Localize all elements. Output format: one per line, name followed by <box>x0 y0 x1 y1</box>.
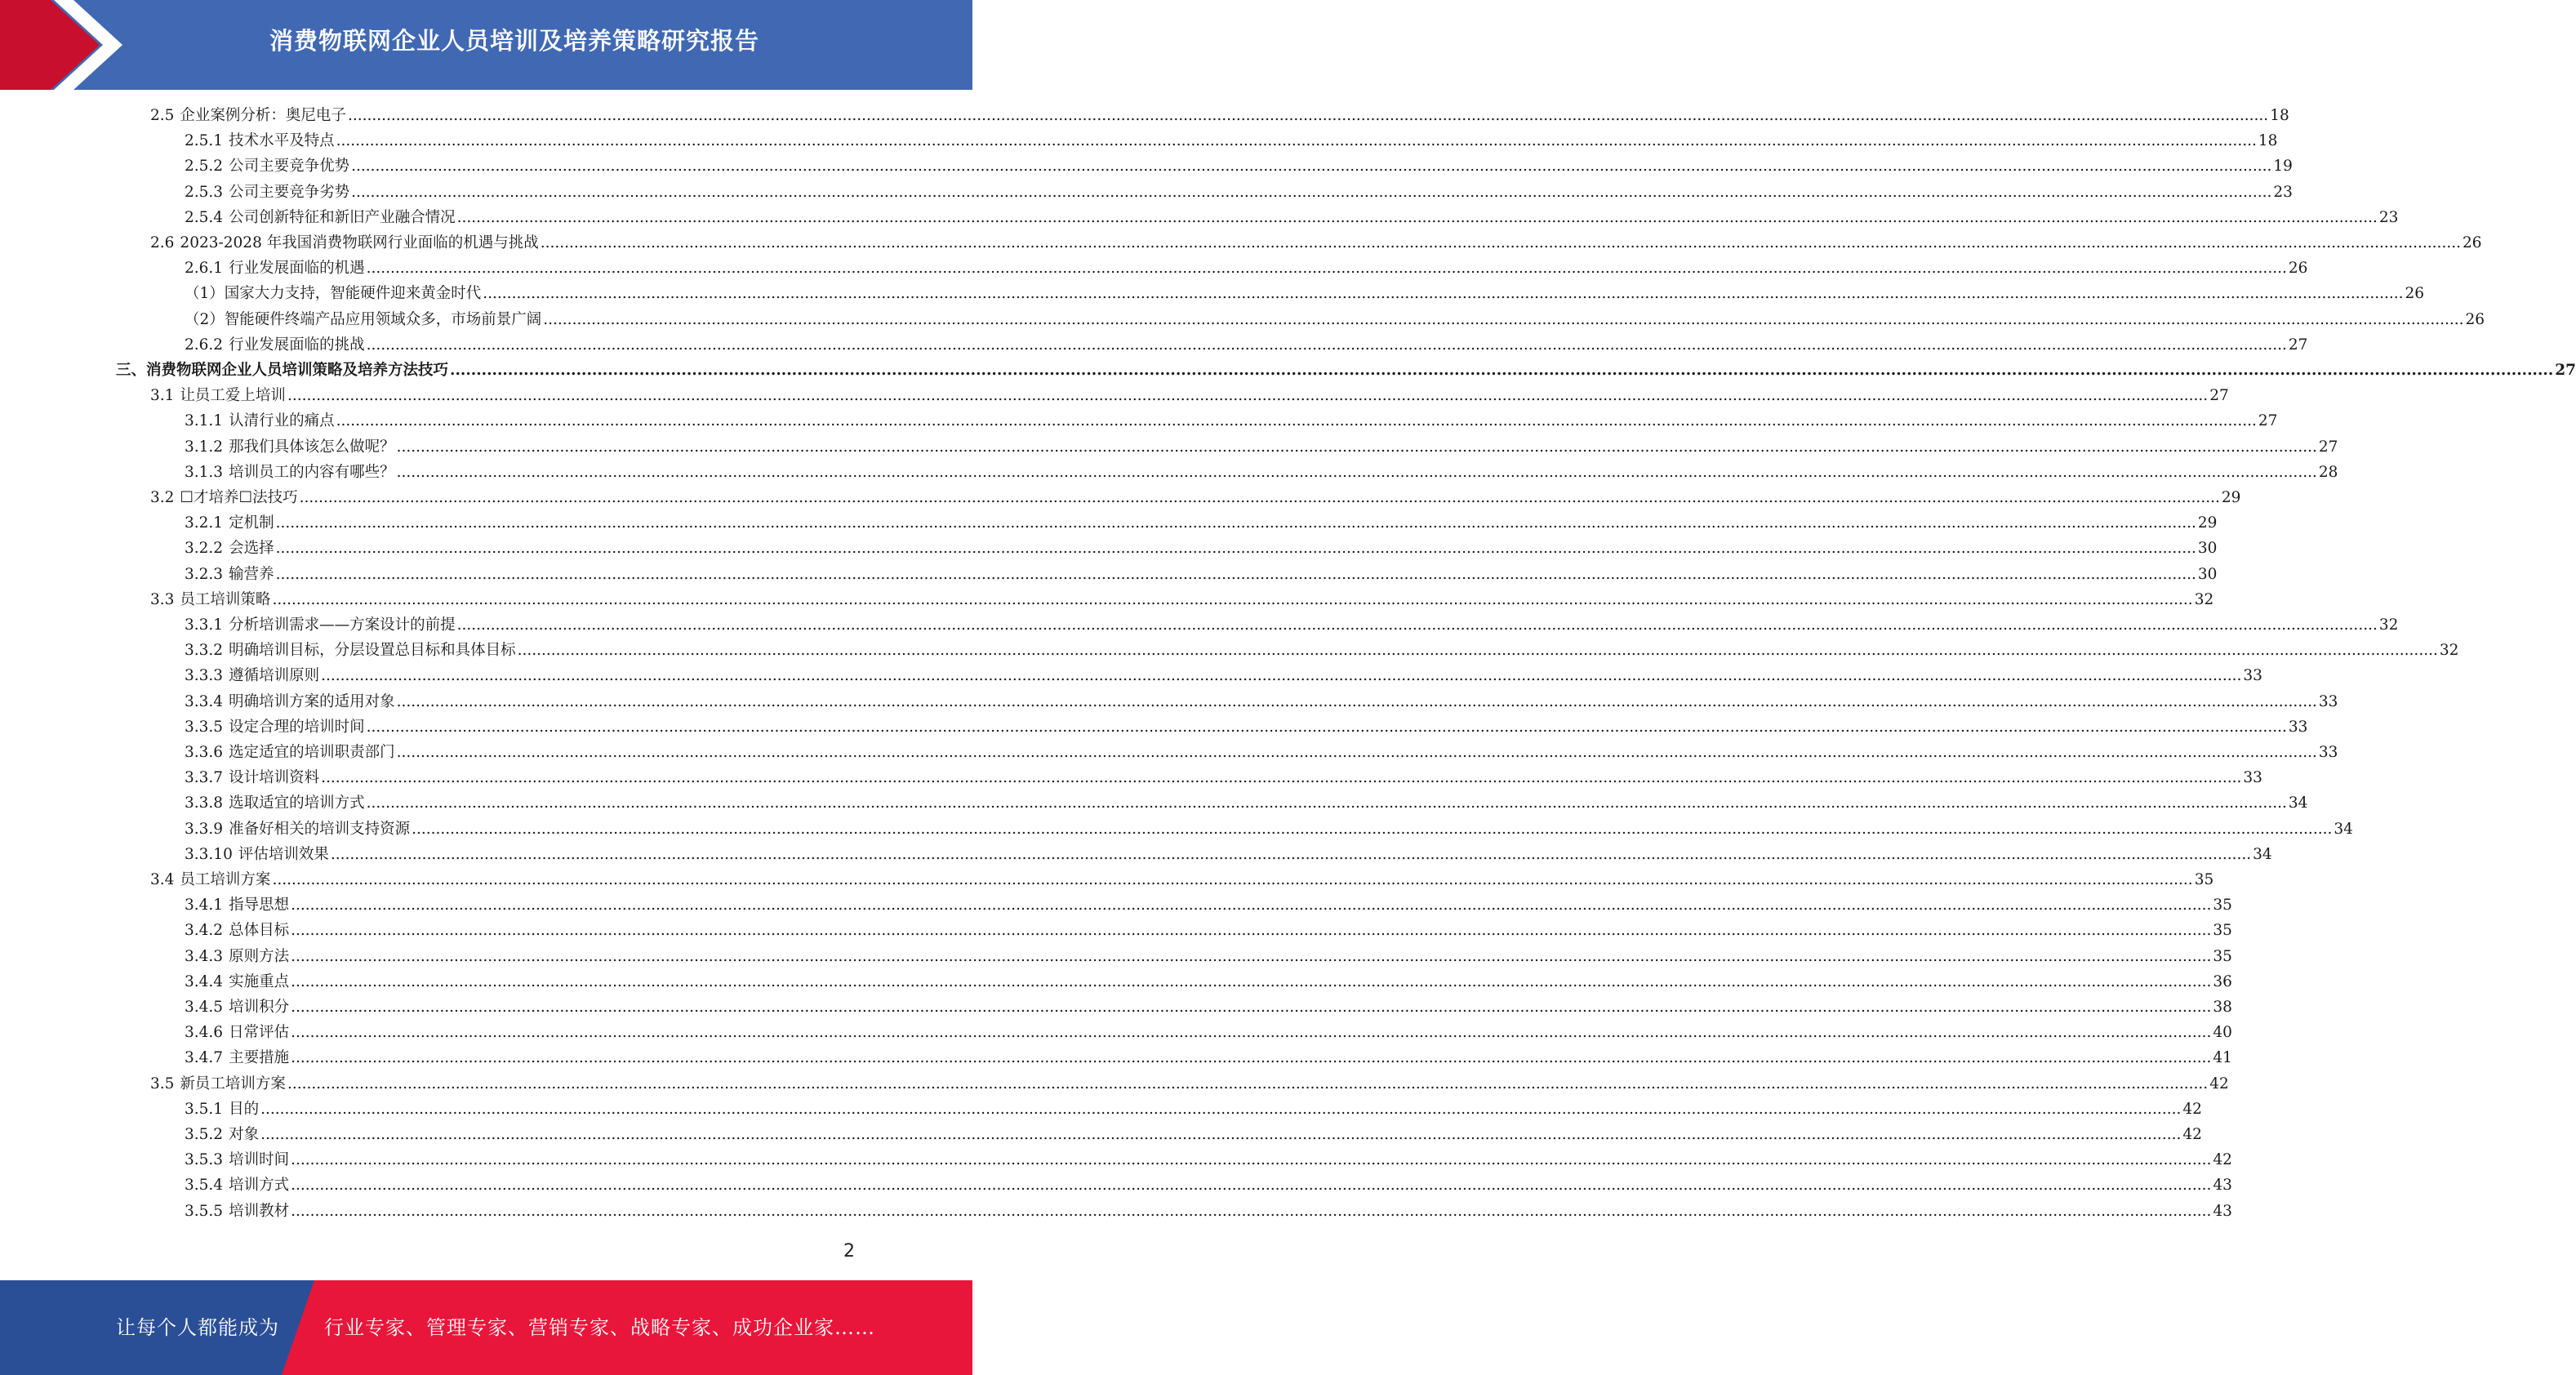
toc-entry-number: 3.3.3 <box>185 667 224 685</box>
toc-entry[interactable] <box>185 180 2293 205</box>
toc-entry-number: 2.6 <box>150 234 175 251</box>
report-title: 消费物联网企业人员培训及培养策略研究报告 <box>269 27 759 55</box>
toc-leader-dots: ................................................................................................................................................................................................................................................................................................................................................................................................................ <box>396 463 2317 481</box>
toc-entry-label: 培训时间 <box>229 1151 290 1169</box>
toc-entry-page: 33 <box>2243 769 2262 787</box>
toc-entry-label: 原则方法 <box>229 947 290 965</box>
toc-leader-dots: ................................................................................................................................................................................................................................................................................................................................................................................................................ <box>291 1177 2212 1195</box>
toc-leader-dots: ................................................................................................................................................................................................................................................................................................................................................................................................................ <box>275 514 2196 532</box>
toc-entry-label: 选定适宜的培训职责部门 <box>229 744 395 761</box>
toc-entry-page: 27 <box>2209 387 2229 405</box>
toc-entry-number: 3.3.6 <box>185 744 224 761</box>
toc-entry-number: 3.5.4 <box>185 1177 224 1195</box>
toc-entry-label: 明确培训目标，分层设置总目标和具体目标 <box>229 642 516 660</box>
toc-entry-page: 35 <box>2213 922 2232 940</box>
toc-entry-page: 42 <box>2182 1126 2202 1143</box>
toc-entry[interactable] <box>185 154 2293 179</box>
toc-entry-number: 3.4.5 <box>185 999 224 1016</box>
toc-entry-page: 41 <box>2213 1049 2232 1067</box>
toc-entry-label: 主要措施 <box>229 1049 290 1067</box>
toc-entry-number: 3.1.3 <box>185 463 224 481</box>
toc-entry-number: 3.4.6 <box>185 1024 224 1042</box>
toc-leader-dots: ................................................................................................................................................................................................................................................................................................................................................................................................................ <box>517 642 2438 660</box>
toc-entry[interactable] <box>185 256 2308 281</box>
toc-entry-number: 3.3.1 <box>185 616 224 634</box>
toc-entry[interactable] <box>150 384 2229 408</box>
toc-entry-page: 32 <box>2439 642 2459 660</box>
toc-entry[interactable] <box>185 995 2232 1020</box>
toc-entry-number: 3.3.5 <box>185 718 224 736</box>
toc-leader-dots: ................................................................................................................................................................................................................................................................................................................................................................................................................ <box>366 260 2287 278</box>
toc-leader-dots: ................................................................................................................................................................................................................................................................................................................................................................................................................ <box>336 412 2257 430</box>
toc-entry-page: 29 <box>2221 489 2241 506</box>
toc-leader-dots: ................................................................................................................................................................................................................................................................................................................................................................................................................ <box>287 1075 2209 1092</box>
toc-leader-dots: ................................................................................................................................................................................................................................................................................................................................................................................................................ <box>275 565 2196 583</box>
toc-entry[interactable] <box>185 893 2232 918</box>
toc-leader-dots: ................................................................................................................................................................................................................................................................................................................................................................................................................ <box>275 540 2196 558</box>
toc-entry-number: 3.4.7 <box>185 1049 224 1067</box>
toc-entry-number: 3.2.1 <box>185 514 224 532</box>
toc-entry[interactable] <box>185 1046 2232 1070</box>
toc-entry-page: 43 <box>2213 1177 2232 1195</box>
toc-entry-page: 27 <box>2555 362 2576 379</box>
toc-entry[interactable] <box>185 435 2338 460</box>
toc-leader-dots: ................................................................................................................................................................................................................................................................................................................................................................................................................ <box>291 1202 2212 1220</box>
toc-entry-number: 3.2.3 <box>185 565 224 583</box>
toc-entry-number: 3.4 <box>150 871 175 888</box>
toc-leader-dots: ................................................................................................................................................................................................................................................................................................................................................................................................................ <box>396 692 2317 710</box>
toc-entry-number: 2.5 <box>150 107 175 124</box>
toc-entry-label: 日常评估 <box>229 1024 290 1042</box>
toc-entry-number: 3.4.2 <box>185 922 224 940</box>
toc-entry-number: 3.5.1 <box>185 1100 224 1118</box>
toc-entry-label: 目的 <box>229 1100 260 1118</box>
toc-entry-label: （2）智能硬件终端产品应用领域众多，市场前景广阔 <box>185 310 542 328</box>
toc-entry-number: 3.5.2 <box>185 1126 224 1143</box>
toc-entry-number: 3.3.8 <box>185 794 224 812</box>
toc-entry-number: 3.1 <box>150 387 175 405</box>
toc-entry-page: 42 <box>2213 1151 2232 1169</box>
toc-entry-label: 员工培训策略 <box>180 590 271 608</box>
toc-leader-dots: ................................................................................................................................................................................................................................................................................................................................................................................................................ <box>483 285 2404 303</box>
toc-entry[interactable] <box>185 970 2232 995</box>
toc-entry-label: 企业案例分析：奥尼电子 <box>180 107 346 124</box>
toc-entry-label: 公司主要竞争优势 <box>229 158 350 176</box>
toc-entry[interactable] <box>185 409 2278 434</box>
toc-entry-number: 2.5.1 <box>185 132 224 150</box>
toc-entry[interactable] <box>150 486 2241 510</box>
toc-entry-label: 培训员工的内容有哪些？ <box>229 463 395 481</box>
toc-entry-page: 42 <box>2182 1100 2202 1118</box>
toc-entry[interactable] <box>185 1021 2232 1045</box>
toc-leader-dots: ................................................................................................................................................................................................................................................................................................................................................................................................................ <box>299 489 2220 506</box>
toc-entry-label: 认清行业的痛点 <box>229 412 335 430</box>
toc-entry-page: 43 <box>2213 1202 2232 1220</box>
toc-entry-number: 2.5.3 <box>185 183 224 201</box>
toc-entry-page: 33 <box>2243 667 2262 685</box>
toc-leader-dots: ................................................................................................................................................................................................................................................................................................................................................................................................................ <box>291 947 2212 965</box>
toc-entry-page: 26 <box>2288 260 2308 278</box>
toc-entry-page: 29 <box>2197 514 2218 532</box>
toc-leader-dots: ................................................................................................................................................................................................................................................................................................................................................................................................................ <box>321 769 2242 787</box>
toc-entry[interactable] <box>185 766 2262 790</box>
footer-slogan-left: 让每个人都能成为 <box>116 1316 279 1339</box>
toc-leader-dots: ................................................................................................................................................................................................................................................................................................................................................................................................................ <box>456 208 2378 226</box>
toc-leader-dots: ................................................................................................................................................................................................................................................................................................................................................................................................................ <box>396 744 2317 761</box>
toc-entry-page: 23 <box>2273 183 2293 201</box>
toc-entry-page: 27 <box>2318 438 2338 456</box>
toc-entry-number: 3.3.4 <box>185 692 224 710</box>
toc-entry[interactable] <box>185 1148 2232 1173</box>
toc-leader-dots: ................................................................................................................................................................................................................................................................................................................................................................................................................ <box>291 1024 2212 1042</box>
toc-entry-page: 42 <box>2209 1075 2229 1092</box>
toc-entry[interactable] <box>185 536 2218 561</box>
toc-entry-label: 分析培训需求——方案设计的前提 <box>229 616 456 634</box>
toc-entry[interactable] <box>185 1173 2232 1198</box>
toc-entry[interactable] <box>150 231 2482 256</box>
toc-entry[interactable] <box>150 1072 2229 1097</box>
toc-entry-number: 3.5.3 <box>185 1151 224 1169</box>
toc-entry-page: 18 <box>2270 107 2289 124</box>
page-number: 2 <box>843 1241 855 1262</box>
toc-entry-page: 26 <box>2465 310 2485 328</box>
toc-entry-label: 那我们具体该怎么做呢？ <box>229 438 395 456</box>
toc-leader-dots: ................................................................................................................................................................................................................................................................................................................................................................................................................ <box>321 667 2242 685</box>
toc-leader-dots: ................................................................................................................................................................................................................................................................................................................................................................................................................ <box>291 922 2212 940</box>
toc-entry-label: 输营养 <box>229 565 274 583</box>
toc-leader-dots: ................................................................................................................................................................................................................................................................................................................................................................................................................ <box>543 310 2464 328</box>
toc-entry-label: ☐才培养☐法技巧 <box>180 489 298 506</box>
toc-entry-page: 26 <box>2405 285 2425 303</box>
toc-entry-page: 30 <box>2197 565 2218 583</box>
toc-entry-number: 3.4.4 <box>185 972 224 990</box>
toc-leader-dots: ................................................................................................................................................................................................................................................................................................................................................................................................................ <box>456 616 2378 634</box>
toc-entry-page: 34 <box>2253 845 2272 863</box>
toc-entry-label: 2023-2028 年我国消费物联网行业面临的机遇与挑战 <box>180 234 539 251</box>
toc-entry-label: 行业发展面临的挑战 <box>229 336 365 354</box>
toc-entry-page: 27 <box>2258 412 2278 430</box>
toc-entry-page: 36 <box>2213 972 2232 990</box>
toc-entry-page: 30 <box>2197 540 2218 558</box>
toc-entry-number: 3.3.7 <box>185 769 224 787</box>
toc-entry[interactable] <box>185 639 2459 663</box>
toc-entry-label: （1）国家大力支持，智能硬件迎来黄金时代 <box>185 285 482 303</box>
toc-leader-dots: ................................................................................................................................................................................................................................................................................................................................................................................................................ <box>272 590 2193 608</box>
toc-entry-page: 28 <box>2318 463 2338 481</box>
toc-entry[interactable] <box>185 843 2272 867</box>
toc-entry[interactable] <box>185 308 2485 332</box>
toc-leader-dots: ................................................................................................................................................................................................................................................................................................................................................................................................................ <box>330 845 2252 863</box>
toc-entry-label: 公司主要竞争劣势 <box>229 183 350 201</box>
toc-entry-label: 选取适宜的培训方式 <box>229 794 365 812</box>
toc-entry-label: 对象 <box>229 1126 260 1143</box>
toc-entry[interactable] <box>185 791 2308 816</box>
toc-entry[interactable] <box>185 1199 2232 1224</box>
toc-entry-page: 27 <box>2288 336 2308 354</box>
toc-entry-label: 设定合理的培训时间 <box>229 718 365 736</box>
toc-entry-label: 评估培训效果 <box>238 845 329 863</box>
toc-leader-dots: ................................................................................................................................................................................................................................................................................................................................................................................................................ <box>366 794 2287 812</box>
toc-entry-page: 18 <box>2258 132 2278 150</box>
toc-entry-number: 2.6.2 <box>185 336 224 354</box>
toc-entry[interactable] <box>185 129 2278 154</box>
toc-entry[interactable] <box>150 104 2289 128</box>
toc-entry-label: 让员工爱上培训 <box>180 387 286 405</box>
toc-entry[interactable] <box>185 817 2353 842</box>
toc-entry-label: 总体目标 <box>229 922 290 940</box>
toc-entry[interactable] <box>185 333 2308 358</box>
toc-entry[interactable] <box>150 868 2214 892</box>
toc-entry-label: 培训教材 <box>229 1202 290 1220</box>
toc-entry[interactable] <box>150 588 2214 612</box>
footer-slogan-right: 行业专家、管理专家、营销专家、战略专家、成功企业家…… <box>324 1316 875 1339</box>
toc-entry-label: 公司创新特征和新旧产业融合情况 <box>229 208 456 226</box>
toc-entry-label: 遵循培训原则 <box>229 667 320 685</box>
toc-entry-page: 23 <box>2378 208 2399 226</box>
toc-leader-dots: ................................................................................................................................................................................................................................................................................................................................................................................................................ <box>291 972 2212 990</box>
toc-leader-dots: ................................................................................................................................................................................................................................................................................................................................................................................................................ <box>291 1049 2212 1067</box>
toc-entry-label: 技术水平及特点 <box>229 132 335 150</box>
toc-leader-dots: ................................................................................................................................................................................................................................................................................................................................................................................................................ <box>260 1100 2182 1118</box>
page-footer <box>0 1280 972 1375</box>
toc-entry[interactable] <box>185 511 2218 536</box>
toc-entry-label: 三、消费物联网企业人员培训策略及培养方法技巧 <box>116 362 449 379</box>
toc-entry[interactable] <box>185 715 2308 740</box>
toc-entry-number: 3.2.2 <box>185 540 224 558</box>
toc-entry-page: 38 <box>2213 999 2232 1016</box>
toc-entry-label: 员工培训方案 <box>180 871 271 888</box>
toc-entry[interactable] <box>185 919 2232 943</box>
toc-entry-page: 26 <box>2462 234 2482 251</box>
toc-entry-label: 设计培训资料 <box>229 769 320 787</box>
toc-entry-number: 3.3.2 <box>185 642 224 660</box>
toc-entry-number: 2.5.4 <box>185 208 224 226</box>
toc-entry-number: 2.6.1 <box>185 260 224 278</box>
toc-entry[interactable] <box>185 461 2338 485</box>
toc-entry-page: 33 <box>2318 744 2338 761</box>
toc-entry-number: 3.1.2 <box>185 438 224 456</box>
toc-entry-page: 33 <box>2318 692 2338 710</box>
toc-entry-number: 3.5.5 <box>185 1202 224 1220</box>
toc-entry-label: 准备好相关的培训支持资源 <box>229 820 411 838</box>
toc-leader-dots: ................................................................................................................................................................................................................................................................................................................................................................................................................ <box>260 1126 2182 1143</box>
toc-leader-dots: ................................................................................................................................................................................................................................................................................................................................................................................................................ <box>272 871 2193 888</box>
toc-entry-number: 2.5.2 <box>185 158 224 176</box>
toc-entry-number: 3.2 <box>150 489 175 506</box>
toc-entry-label: 行业发展面临的机遇 <box>229 260 365 278</box>
toc-entry[interactable] <box>185 613 2399 638</box>
toc-entry[interactable] <box>185 282 2425 306</box>
toc-leader-dots: ................................................................................................................................................................................................................................................................................................................................................................................................................ <box>412 820 2333 838</box>
toc-entry-number: 3.3.9 <box>185 820 224 838</box>
toc-entry-page: 34 <box>2334 820 2353 838</box>
toc-entry-number: 3.3 <box>150 590 175 608</box>
toc-leader-dots: ................................................................................................................................................................................................................................................................................................................................................................................................................ <box>291 1151 2212 1169</box>
toc-entry-number: 3.3.10 <box>185 845 233 863</box>
toc-entry-label: 实施重点 <box>229 972 290 990</box>
toc-entry-label: 新员工培训方案 <box>180 1075 286 1092</box>
toc-leader-dots: ................................................................................................................................................................................................................................................................................................................................................................................................................ <box>287 387 2209 405</box>
toc-leader-dots: ................................................................................................................................................................................................................................................................................................................................................................................................................ <box>351 158 2272 176</box>
toc-leader-dots: ................................................................................................................................................................................................................................................................................................................................................................................................................ <box>366 718 2287 736</box>
toc-entry-label: 定机制 <box>229 514 274 532</box>
toc-entry-number: 3.4.3 <box>185 947 224 965</box>
toc-entry-page: 35 <box>2194 871 2214 888</box>
toc-leader-dots: ................................................................................................................................................................................................................................................................................................................................................................................................................ <box>336 132 2257 150</box>
toc-entry[interactable] <box>185 1097 2202 1122</box>
toc-entry-number: 3.4.1 <box>185 897 224 914</box>
toc-entry-page: 35 <box>2213 897 2232 914</box>
toc-leader-dots: ................................................................................................................................................................................................................................................................................................................................................................................................................ <box>540 234 2461 251</box>
toc-entry-page: 40 <box>2213 1024 2232 1042</box>
page-header <box>0 0 972 90</box>
toc-entry[interactable] <box>185 563 2218 587</box>
toc-entry[interactable] <box>185 741 2338 765</box>
toc-entry-label: 明确培训方案的适用对象 <box>229 692 395 710</box>
toc-entry-page: 32 <box>2194 590 2214 608</box>
toc-leader-dots: ................................................................................................................................................................................................................................................................................................................................................................................................................ <box>366 336 2287 354</box>
toc-leader-dots: ................................................................................................................................................................................................................................................................................................................................................................................................................ <box>450 362 2554 379</box>
toc-entry-page: 35 <box>2213 947 2232 965</box>
toc-entry[interactable] <box>185 206 2399 230</box>
toc-entry-label: 培训积分 <box>229 999 290 1016</box>
toc-entry[interactable] <box>185 945 2232 969</box>
toc-entry-label: 指导思想 <box>229 897 290 914</box>
toc-leader-dots: ................................................................................................................................................................................................................................................................................................................................................................................................................ <box>347 107 2269 124</box>
toc-leader-dots: ................................................................................................................................................................................................................................................................................................................................................................................................................ <box>291 999 2212 1016</box>
toc-entry-page: 32 <box>2378 616 2399 634</box>
toc-leader-dots: ................................................................................................................................................................................................................................................................................................................................................................................................................ <box>291 897 2212 914</box>
toc-entry-page: 34 <box>2288 794 2308 812</box>
toc-entry[interactable] <box>185 664 2262 688</box>
toc-leader-dots: ................................................................................................................................................................................................................................................................................................................................................................................................................ <box>396 438 2317 456</box>
toc-entry[interactable] <box>116 358 2576 383</box>
toc-entry-number: 3.5 <box>150 1075 175 1092</box>
toc-entry-label: 培训方式 <box>229 1177 290 1195</box>
toc-entry-number: 3.1.1 <box>185 412 224 430</box>
toc-entry-label: 会选择 <box>229 540 274 558</box>
toc-entry[interactable] <box>185 1123 2202 1147</box>
toc-entry[interactable] <box>185 690 2338 714</box>
toc-leader-dots: ................................................................................................................................................................................................................................................................................................................................................................................................................ <box>351 183 2272 201</box>
toc-entry-page: 19 <box>2273 158 2293 176</box>
toc-entry-page: 33 <box>2288 718 2308 736</box>
